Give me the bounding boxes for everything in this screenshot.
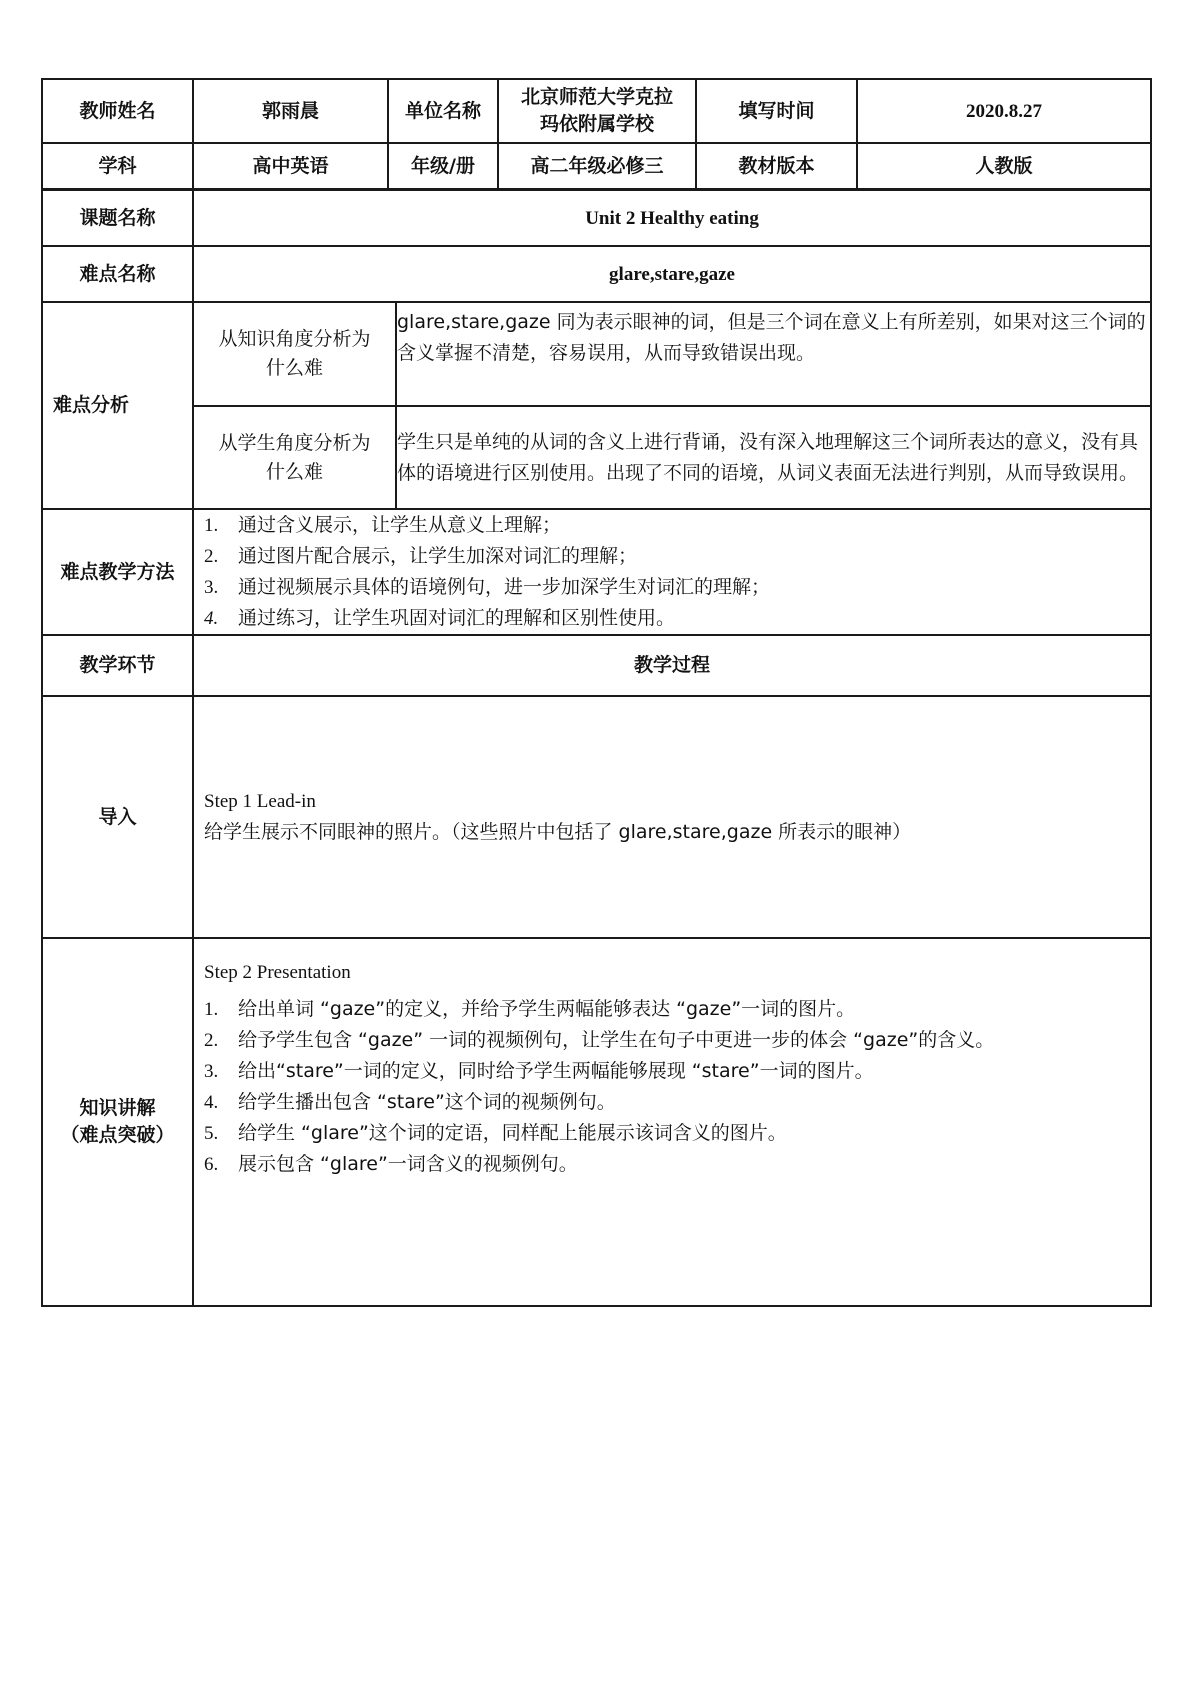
list-item: [204, 603, 1140, 634]
methods-list: [194, 510, 1150, 634]
process-header: 教学过程: [193, 635, 1151, 696]
list-item-number: 1.: [204, 999, 219, 1020]
presentation-label-line-2: （难点突破）: [60, 1124, 175, 1146]
teacher-name-value: 郭雨晨: [193, 79, 388, 143]
stage-header: 教学环节: [42, 635, 193, 696]
analysis-student-row: [42, 406, 1151, 509]
list-item: [204, 1056, 1140, 1087]
leadin-text: 给学生展示不同眼神的照片。（这些照片中包括了 glare,stare,gaze 所表示的眼神）: [204, 821, 912, 843]
list-item-number: 6.: [204, 1154, 219, 1175]
presentation-label-line-1: 知识讲解: [79, 1097, 156, 1119]
list-item: [204, 1118, 1140, 1149]
leadin-content: [193, 696, 1151, 938]
presentation-content: [193, 938, 1151, 1306]
student-angle-text: 学生只是单纯的从词的含义上进行背诵，没有深入地理解这三个词所表达的意义，没有具体的语境进行区别使用。出现了不同的语境，从词义表面无法进行判别，从而导致误用。: [396, 406, 1151, 509]
topic-row: [42, 190, 1151, 246]
edition-value: 人教版: [857, 143, 1151, 189]
list-item: [204, 510, 1140, 541]
presentation-step-title: Step 2 Presentation: [204, 962, 351, 983]
list-item-number: 5.: [204, 1123, 219, 1144]
list-item-number: 2.: [204, 1030, 219, 1051]
list-item-text: 通过视频展示具体的语境例句，进一步加深学生对词汇的理解；: [238, 576, 771, 598]
leadin-step-title: Step 1 Lead-in: [204, 791, 316, 812]
unit-name-line-2: 玛依附属学校: [539, 113, 654, 135]
student-angle-line-1: 从学生角度分析为: [218, 431, 371, 454]
knowledge-angle-text: glare,stare,gaze 同为表示眼神的词，但是三个词在意义上有所差别，如果对这三个词的含义掌握不清楚，容易误用，从而导致错误出现。: [396, 302, 1151, 406]
grade-value: 高二年级必修三: [498, 143, 696, 189]
topic-label: 课题名称: [42, 190, 193, 246]
header-table: [41, 78, 1152, 190]
list-item-text: 给学生播出包含 “stare”这个词的视频例句。: [238, 1091, 616, 1113]
edition-label: 教材版本: [696, 143, 857, 189]
header-row-1: [42, 79, 1151, 143]
analysis-knowledge-row: [42, 302, 1151, 406]
knowledge-angle-line-1: 从知识角度分析为: [218, 328, 371, 350]
header-row-2: [42, 143, 1151, 189]
list-item-number: 3.: [204, 1061, 219, 1082]
process-header-row: [42, 635, 1151, 696]
methods-content: [193, 509, 1151, 635]
list-item: [204, 994, 1140, 1025]
list-item-text: 给学生 “glare”这个词的定语，同样配上能展示该词含义的图片。: [238, 1122, 787, 1144]
list-item-text: 通过含义展示，让学生从意义上理解；: [238, 514, 562, 536]
presentation-row: [42, 938, 1151, 1306]
list-item-number: 2.: [204, 546, 219, 567]
list-item-text: 给出单词 “gaze”的定义，并给予学生两幅能够表达 “gaze”一词的图片。: [238, 998, 856, 1020]
subject-label: 学科: [42, 143, 193, 189]
list-item-number: 4.: [204, 608, 219, 629]
difficulty-value: glare,stare,gaze: [193, 246, 1151, 302]
list-item: [204, 1149, 1140, 1180]
methods-label: 难点教学方法: [42, 509, 193, 635]
list-item-number: 1.: [204, 515, 219, 536]
lesson-table: [41, 189, 1152, 1307]
unit-name-label: 单位名称: [388, 79, 498, 143]
presentation-list: [204, 994, 1140, 1180]
teacher-name-label: 教师姓名: [42, 79, 193, 143]
list-item-text: 通过练习，让学生巩固对词汇的理解和区别性使用。: [238, 607, 676, 629]
grade-label: 年级/册: [388, 143, 498, 189]
list-item: [204, 572, 1140, 603]
list-item: [204, 1025, 1140, 1056]
fill-date-label: 填写时间: [696, 79, 857, 143]
list-item-number: 3.: [204, 577, 219, 598]
leadin-row: [42, 696, 1151, 938]
knowledge-angle-line-2: 什么难: [265, 357, 323, 379]
list-item-text: 给予学生包含 “gaze” 一词的视频例句，让学生在句子中更进一步的体会 “gaze”的含义。: [238, 1029, 995, 1051]
knowledge-angle-label: [193, 302, 396, 406]
presentation-label: [42, 938, 193, 1306]
subject-value: 高中英语: [193, 143, 388, 189]
unit-name-line-1: 北京师范大学克拉: [520, 86, 673, 108]
list-item: [204, 541, 1140, 572]
methods-row: [42, 509, 1151, 635]
leadin-label: 导入: [42, 696, 193, 938]
analysis-label: 难点分析: [42, 302, 193, 509]
unit-name-value: [498, 79, 696, 143]
list-item: [204, 1087, 1140, 1118]
student-angle-line-2: 什么难: [265, 460, 323, 483]
student-angle-label: [193, 406, 396, 509]
difficulty-row: [42, 246, 1151, 302]
fill-date-value: 2020.8.27: [857, 79, 1151, 143]
list-item-text: 展示包含 “glare”一词含义的视频例句。: [238, 1153, 578, 1175]
list-item-text: 通过图片配合展示，让学生加深对词汇的理解；: [238, 545, 638, 567]
list-item-text: 给出“stare”一词的定义，同时给予学生两幅能够展现 “stare”一词的图片。: [238, 1060, 874, 1082]
topic-value: Unit 2 Healthy eating: [193, 190, 1151, 246]
list-item-number: 4.: [204, 1092, 219, 1113]
difficulty-label: 难点名称: [42, 246, 193, 302]
